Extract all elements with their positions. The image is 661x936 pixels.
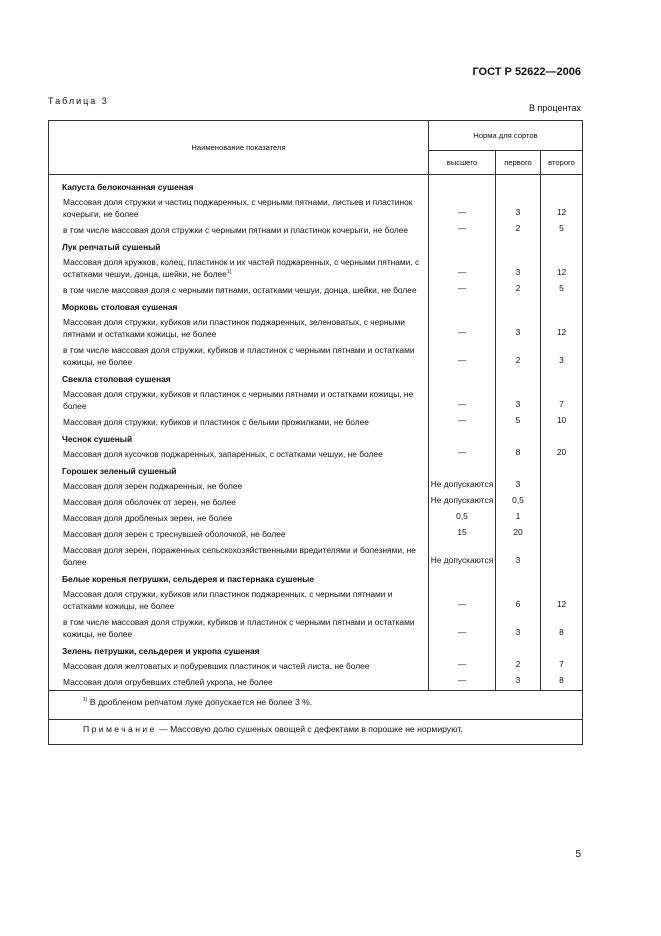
norm-first-value: 20 [496,526,541,542]
empty-cell [429,570,496,586]
norm-top-value: — [429,674,496,691]
norm-top-value: — [429,282,496,298]
empty-cell [496,642,541,658]
norm-top-value: — [429,342,496,370]
indicator-name-cell [49,526,429,542]
norm-second-value: 7 [541,386,583,414]
norm-second-value: 12 [541,314,583,342]
indicator-name-cell [49,282,429,298]
norm-second-value: 8 [541,674,583,691]
table-row [49,222,583,238]
norm-second-value: 12 [541,194,583,222]
table-label: Таблица 3 [48,96,109,106]
norm-second-value: 12 [541,586,583,614]
norm-first-value: 2 [496,222,541,238]
norm-second-value: 5 [541,222,583,238]
norm-top-value: Не допускаются [429,494,496,510]
empty-cell [429,642,496,658]
indicator-name: Массовая доля стружки, кубиков или пластинок поджаренных, зеленоватых, с черными пятнами и остатками кожицы, не более [63,317,405,339]
empty-cell [541,298,583,314]
table-row [49,314,583,342]
empty-cell [429,298,496,314]
indicator-name-cell [49,386,429,414]
norm-second-value: 12 [541,254,583,282]
group-row [49,642,583,658]
norm-first-value: 3 [496,478,541,494]
norm-top-value: — [429,222,496,238]
empty-cell [429,238,496,254]
norm-second-value: 8 [541,614,583,642]
norm-first-value: 0,5 [496,494,541,510]
norm-top-value: 15 [429,526,496,542]
empty-cell [541,238,583,254]
empty-cell [496,238,541,254]
empty-cell [429,370,496,386]
indicator-name: Массовая доля кружков, колец, пластинок и их частей поджаренных, с черными пятнами, с остатками чешуи, донца, шейки, не более [63,257,420,279]
indicator-name-cell [49,222,429,238]
norm-second-value: 3 [541,342,583,370]
indicator-name-cell [49,446,429,462]
norm-first-value: 2 [496,342,541,370]
indicator-name-cell [49,614,429,642]
table-note [49,720,583,745]
table-row [49,586,583,614]
norm-second-value [541,494,583,510]
indicator-name: Массовая доля зерен поджаренных, не более [63,481,243,491]
group-row [49,370,583,386]
col-header-grade-top: высшего [429,151,496,175]
norm-top-value: 0,5 [429,510,496,526]
norm-top-value: — [429,254,496,282]
table-row [49,342,583,370]
norm-top-value: — [429,586,496,614]
indicator-name-cell [49,254,429,282]
group-row [49,298,583,314]
group-title: Свекла столовая сушеная [49,370,429,386]
indicator-name: Массовая доля стружки и частиц поджаренных, с черными пятнами, листьев и пластинок кочерыги, не более [63,197,413,219]
indicator-name: Массовая доля желтоватых и побуревших пластинок и частей листа, не более [63,661,370,671]
group-title: Морковь столовая сушеная [49,298,429,314]
empty-cell [541,178,583,194]
group-row [49,570,583,586]
group-title: Зелень петрушки, сельдерея и укропа сушеная [49,642,429,658]
empty-cell [429,178,496,194]
norm-second-value [541,542,583,570]
footnote-text: В дробленом репчатом луке допускается не более 3 %. [89,697,313,707]
group-title: Лук репчатый сушеный [49,238,429,254]
table-row [49,282,583,298]
empty-cell [541,370,583,386]
table-row [49,478,583,494]
norm-first-value: 1 [496,510,541,526]
indicator-name: в том числе массовая доля стружки, кубиков и пластинок с черными пятнами и остатками кожицы, не более [63,345,415,367]
norm-top-value: — [429,414,496,430]
table-row [49,542,583,570]
empty-cell [496,298,541,314]
group-row [49,462,583,478]
norm-top-value: — [429,446,496,462]
empty-cell [496,462,541,478]
norm-first-value: 2 [496,658,541,674]
group-title: Горошек зеленый сушеный [49,462,429,478]
empty-cell [541,642,583,658]
norm-first-value: 2 [496,282,541,298]
table-row [49,494,583,510]
col-header-norm: Норма для сортов [429,121,583,151]
table-row [49,194,583,222]
norm-second-value: 5 [541,282,583,298]
standard-number: ГОСТ Р 52622—2006 [472,66,581,78]
indicator-name-cell [49,674,429,691]
table-row [49,414,583,430]
indicator-name-cell [49,510,429,526]
group-title: Белые коренья петрушки, сельдерея и пастернака сушеные [49,570,429,586]
empty-cell [541,570,583,586]
empty-cell [429,462,496,478]
norm-first-value: 3 [496,314,541,342]
indicator-name: Массовая доля оболочек от зерен, не более [63,497,236,507]
empty-cell [496,370,541,386]
indicator-name: Массовая доля зерен, пораженных сельскохозяйственными вредителями и болезнями, не более [63,545,416,567]
indicator-name-cell [49,542,429,570]
table-row [49,254,583,282]
indicator-name: Массовая доля огрубевших стеблей укропа, не более [63,677,273,687]
empty-cell [496,178,541,194]
group-title: Чеснок сушеный [49,430,429,446]
norm-second-value: 20 [541,446,583,462]
norm-first-value: 5 [496,414,541,430]
indicator-name: в том числе массовая доля с черными пятнами, остатками чешуи, донца, шейки, не более [63,285,417,295]
norm-second-value: 7 [541,658,583,674]
indicator-name: Массовая доля дробленых зерен, не более [63,513,233,523]
table-row [49,510,583,526]
empty-cell [496,430,541,446]
table-row [49,614,583,642]
table-row [49,446,583,462]
col-header-grade-second: второго [541,151,583,175]
table-row [49,674,583,691]
group-title: Капуста белокочанная сушеная [49,178,429,194]
indicator-name: Массовая доля стружки, кубиков или пластинок поджаренных, с черными пятнами и остатками кожицы, не более [63,589,393,611]
indicator-name-cell [49,342,429,370]
indicator-name: Массовая доля кусочков поджаренных, запаренных, с остатками чешуи, не более [63,449,383,459]
norm-first-value: 3 [496,254,541,282]
table-row [49,658,583,674]
norm-top-value: — [429,194,496,222]
indicator-name: в том числе массовая доля стружки, кубиков и пластинок с черными пятнами и остатками кожицы, не более [63,617,415,639]
col-header-grade-first: первого [496,151,541,175]
norm-top-value: Не допускаются [429,542,496,570]
indicator-name: Массовая доля стружки, кубиков и пластинок с черными пятнами и остатками кожицы, не более [63,389,414,411]
norm-second-value: 10 [541,414,583,430]
norm-first-value: 3 [496,194,541,222]
norm-second-value [541,526,583,542]
note-text: — Массовую долю сушеных овощей с дефектами в порошке не нормируют. [159,724,463,734]
indicator-name-cell [49,414,429,430]
indicator-name: Массовая доля стружки, кубиков и пластинок с белыми прожилками, не более [63,417,369,427]
norm-second-value [541,478,583,494]
empty-cell [541,430,583,446]
col-header-name: Наименование показателя [49,121,429,175]
indicator-name-cell [49,314,429,342]
empty-cell [429,430,496,446]
norm-top-value: — [429,658,496,674]
norm-top-value: — [429,386,496,414]
units-label: В процентах [529,103,581,113]
table-body [49,175,583,691]
group-row [49,430,583,446]
norm-first-value: 3 [496,542,541,570]
footnote [49,691,583,720]
group-row [49,178,583,194]
norm-top-value: — [429,314,496,342]
page-number: 5 [575,849,581,860]
norm-first-value: 6 [496,586,541,614]
note-label: Примечание [83,724,157,734]
norm-first-value: 3 [496,674,541,691]
norm-top-value: — [429,614,496,642]
group-row [49,238,583,254]
norm-top-value: Не допускаются [429,478,496,494]
indicator-name: в том числе массовая доля стружки с черными пятнами и пластинок кочерыги, не более [63,225,409,235]
empty-cell [541,462,583,478]
indicator-name: Массовая доля зерен с треснувшей оболочкой, не более [63,529,286,539]
norm-first-value: 8 [496,446,541,462]
quality-table [48,120,583,745]
footnote-mark: 1) [83,697,88,704]
empty-cell [496,570,541,586]
table-row [49,526,583,542]
footnote-ref: 1) [226,269,232,276]
indicator-name-cell [49,494,429,510]
norm-second-value [541,510,583,526]
indicator-name-cell [49,658,429,674]
norm-first-value: 3 [496,614,541,642]
indicator-name-cell [49,478,429,494]
indicator-name-cell [49,194,429,222]
table-row [49,386,583,414]
norm-first-value: 3 [496,386,541,414]
indicator-name-cell [49,586,429,614]
